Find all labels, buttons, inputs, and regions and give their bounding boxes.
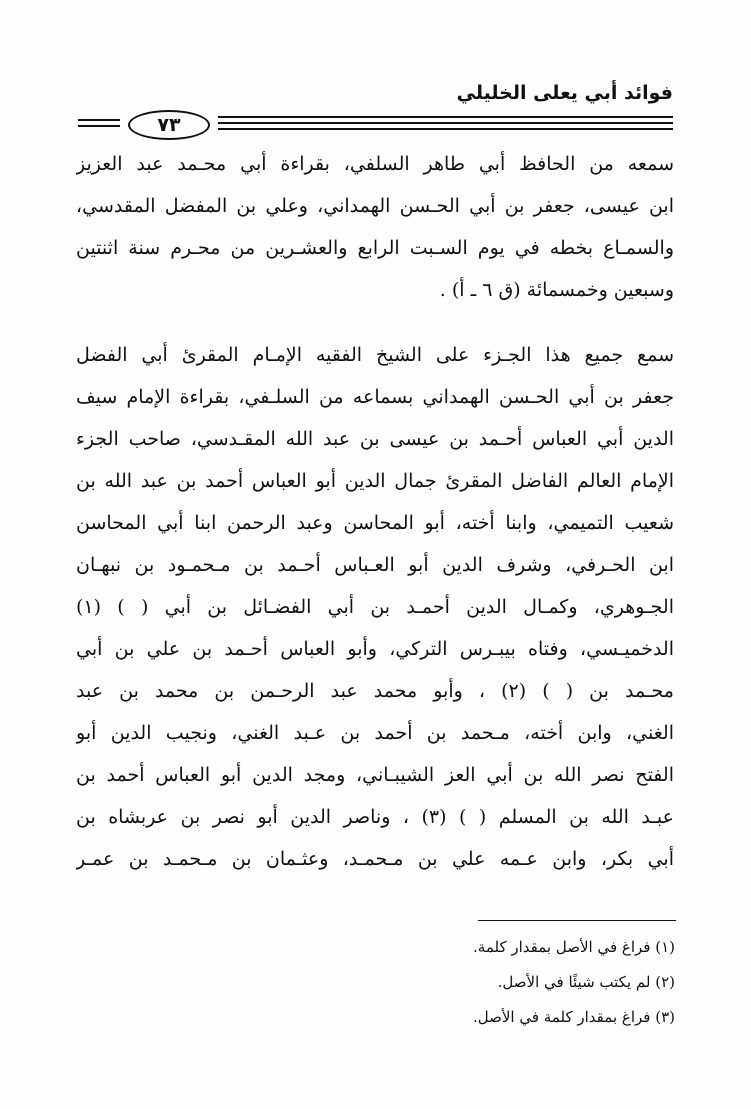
text-line: عبـد الله بن المسلم ( ) (٣) ، وناصر الدين أبو نصر بن عربشاه بن [76, 806, 674, 828]
text-line: وسبعين وخمسمائة (ق ٦ ـ أ) . [439, 279, 674, 301]
text-line: شعيب التميمي، وابنا أخته، أبو المحاسن وعبد الرحمن ابنا أبي المحاسن [76, 512, 674, 534]
text-line: الإمام العالم الفاضل المقرئ جمال الدين أبو العباس أحمد بن عبد الله بن [76, 470, 674, 492]
text-line: الغني، وابن أخته، مـحمد بن أحمد بن عـبد الغني، ونجيب الدين أبو [76, 722, 674, 744]
text-line: ابن عيسى، جعفر بن أبي الحـسن الهمداني، وعلي بن المفضل المقدسي، [76, 195, 674, 217]
text-line: سمع جميع هذا الجـزء على الشيخ الفقيه الإمـام المقرئ أبي الفضل [76, 344, 674, 366]
header-rule-left-bottom [78, 125, 120, 127]
text-line: سمعه من الحافظ أبي طاهر السلفي، بقراءة أبي محـمد عبد العزيز [76, 153, 674, 175]
page-number: ٧٣ [157, 114, 181, 136]
header-rule-top [218, 116, 673, 118]
text-line: والسمـاع بخطه في يوم السـبت الرابع والعشـرين من محـرم سنة اثنتين [76, 237, 674, 259]
running-header-title: فوائد أبي يعلى الخليلي [456, 82, 673, 104]
text-line: أبي بكر، وابن عـمه علي بن مـحمـد، وعثـمان بن مـحمـد بن عمـر [76, 848, 674, 870]
footnote-2: (٢) لم يكتب شيئًا في الأصل. [497, 973, 675, 991]
paragraph-2 [76, 334, 674, 880]
text-line: الدين أبي العباس أحـمد بن عيسى بن عبد الله المقـدسي، صاحب الجزء [76, 428, 674, 450]
text-line: الفتح نصر الله بن أبي العز الشيبـاني، ومجد الدين أبو العباس أحمد بن [76, 764, 674, 786]
text-line: محـمد بن ( ) (٢) ، وأبو محمد عبد الرحـمن بن محمد بن عبد [76, 680, 674, 702]
footnote-1: (١) فراغ في الأصل بمقدار كلمة. [473, 938, 675, 956]
text-line: ابن الحـرفي، وشرف الدين أبو العـباس أحـمد بن مـحمـود بن نبهـان [76, 554, 674, 576]
text-line: جعفر بن أبي الحـسن الهمداني بسماعه من السلـفي، بقراءة الإمام سيف [76, 386, 674, 408]
header-rule-bottom [218, 128, 673, 130]
paragraph-1 [76, 143, 674, 311]
header-rule-left-top [78, 119, 120, 121]
page-number-badge [128, 110, 210, 140]
footnote-separator [478, 920, 676, 921]
footnotes [77, 930, 675, 1035]
footnote-3: (٣) فراغ بمقدار كلمة في الأصل. [473, 1008, 675, 1026]
header-rule-middle [218, 122, 673, 124]
text-line: الدخميـسي، وفتاه بيبـرس التركي، وأبو العباس أحـمد بن علي بن أبي [76, 638, 674, 660]
text-line: الجـوهري، وكمـال الدين أحمـد بن أبي الفضـائل بن أبي ( ) (١) [76, 596, 674, 618]
